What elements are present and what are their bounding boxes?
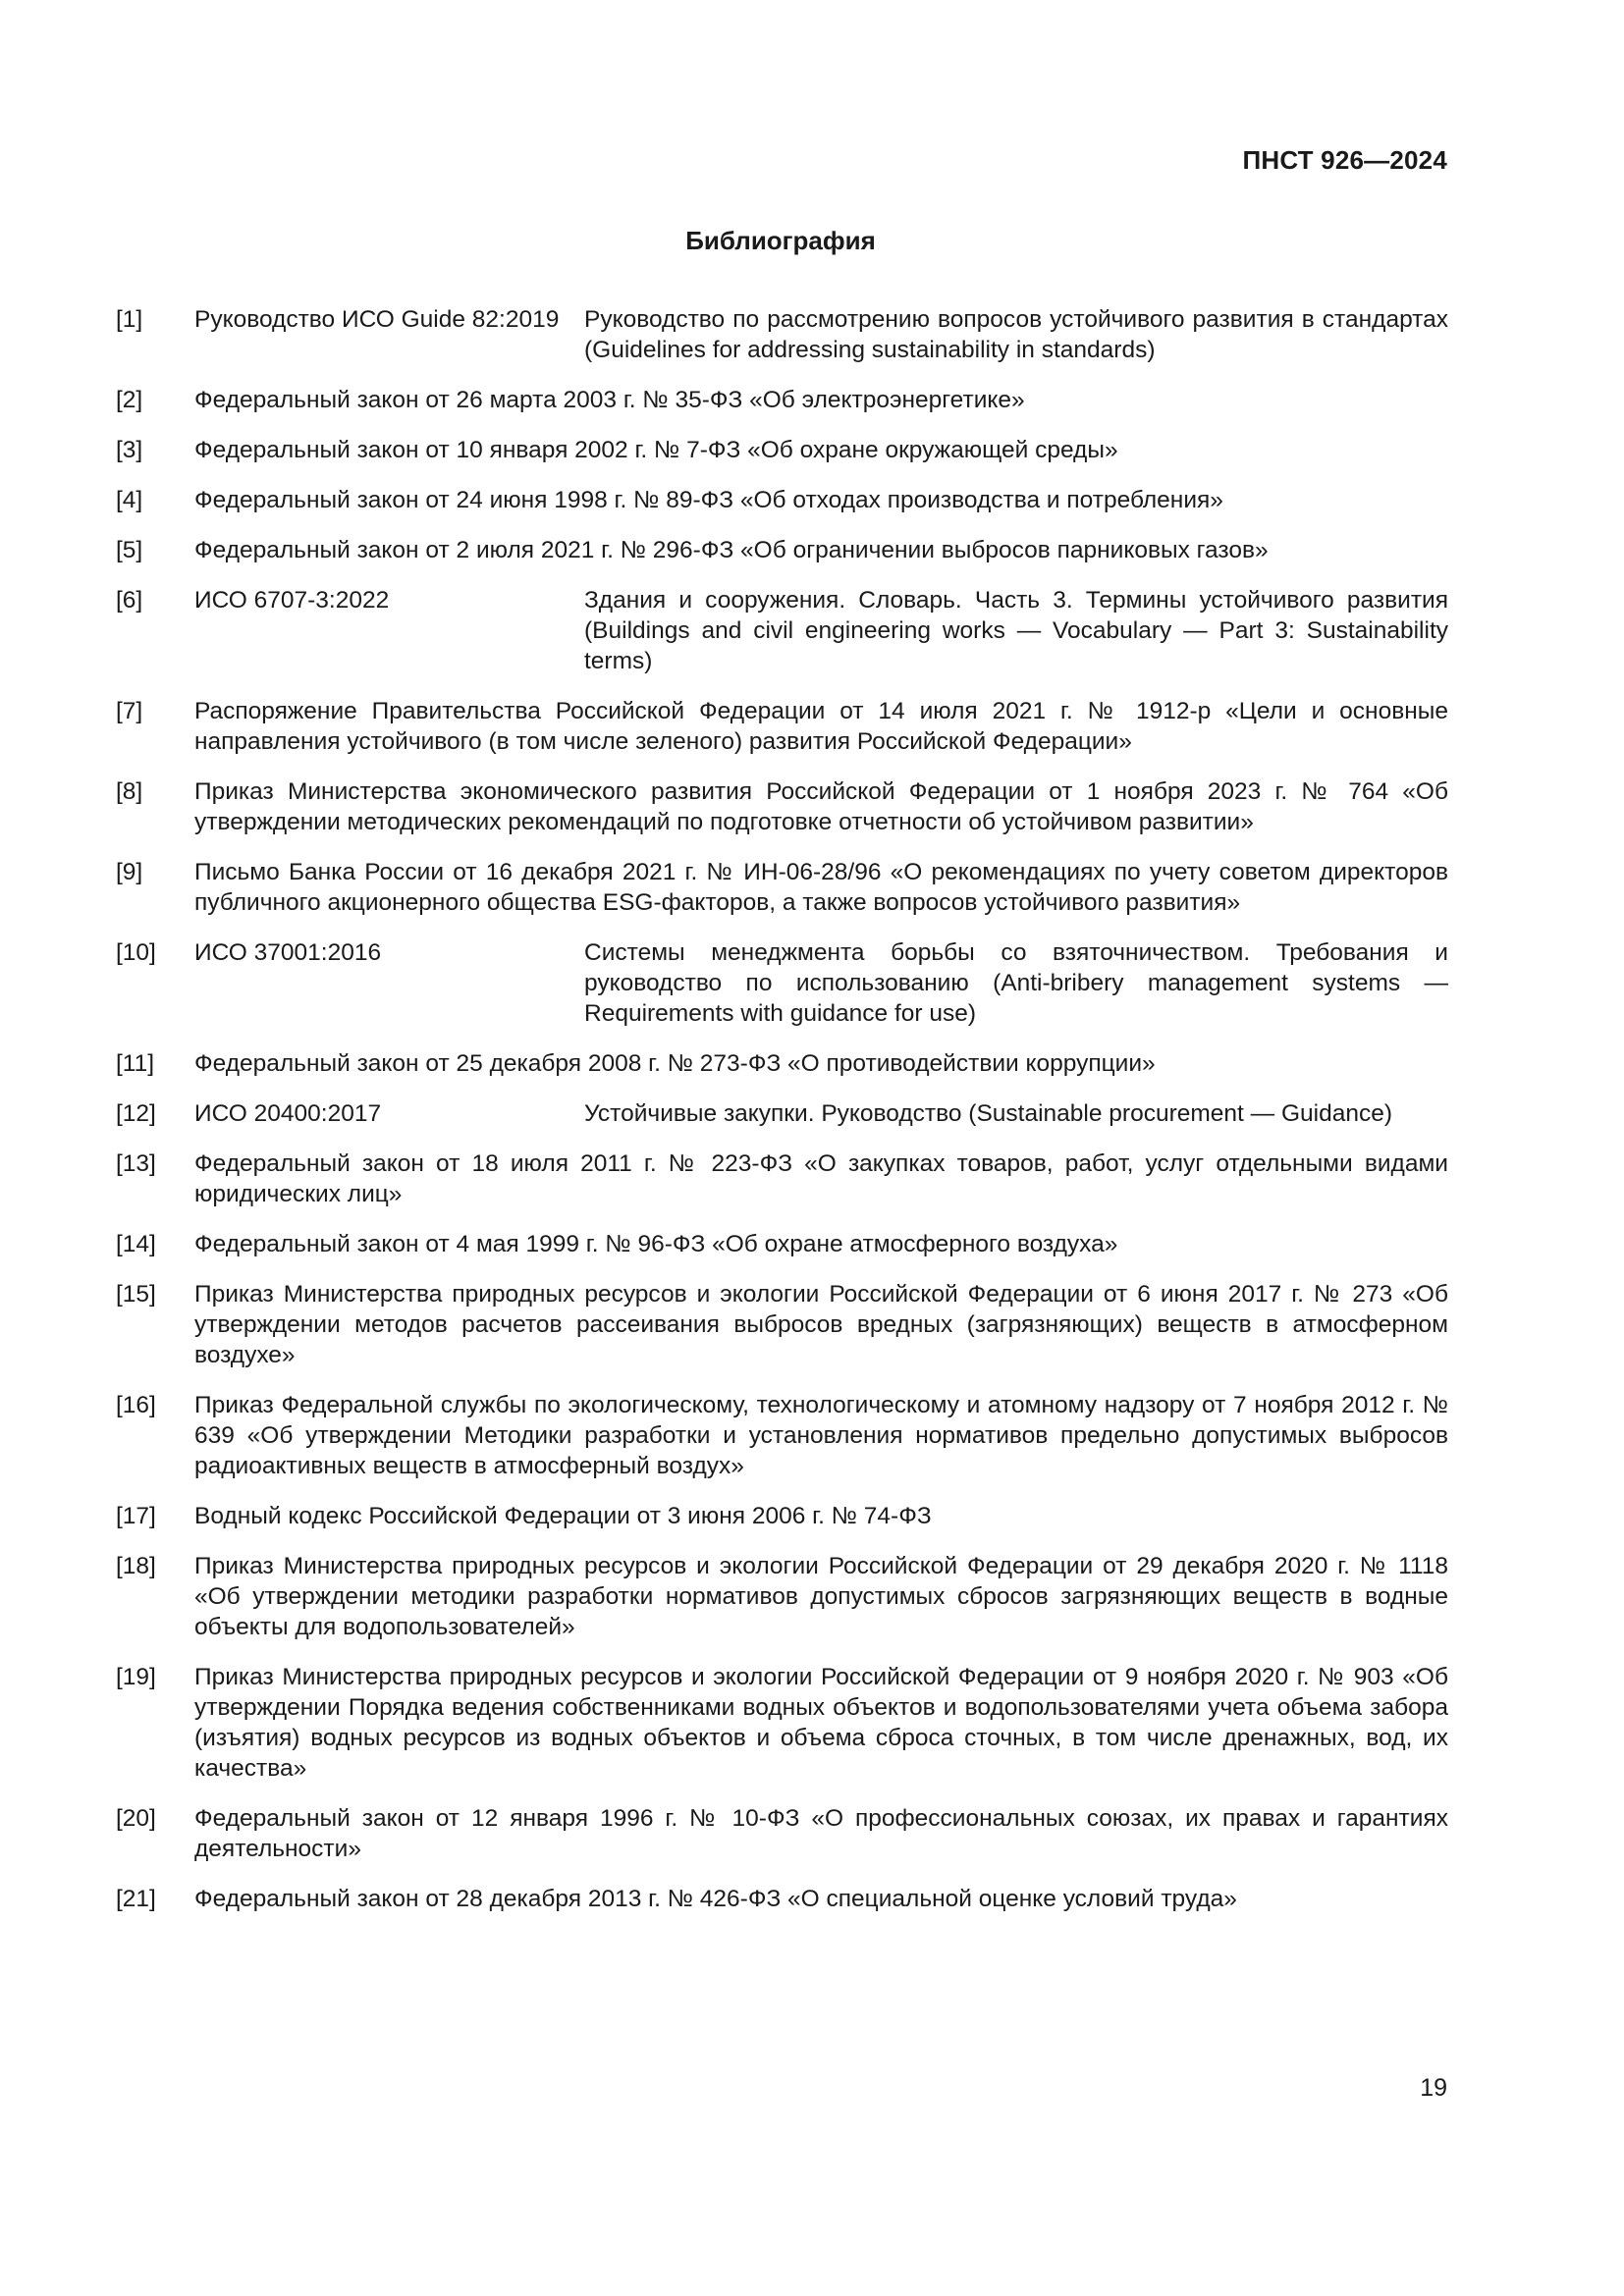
document-code: ПНСТ 926—2024 (1242, 145, 1447, 175)
entry-number: [3] (116, 437, 143, 463)
bibliography-entry (116, 585, 1448, 676)
entry-number: [17] (116, 1503, 156, 1529)
entry-number: [4] (116, 487, 143, 513)
bibliography-entry (116, 1884, 1448, 1914)
entry-number: [1] (116, 306, 143, 333)
entry-text: Федеральный закон от 2 июля 2021 г. № 296-ФЗ «Об ограничении выбросов парниковых газов» (194, 537, 1269, 563)
bibliography-entry (116, 1048, 1448, 1079)
entry-number: [15] (116, 1281, 156, 1308)
bibliography-entry (116, 1098, 1448, 1129)
bibliography-entry (116, 1229, 1448, 1259)
entry-text: Федеральный закон от 28 декабря 2013 г. № 426-ФЗ «О специальной оценке условий труда» (194, 1886, 1237, 1912)
bibliography-entry (116, 696, 1448, 757)
entry-text: Водный кодекс Российской Федерации от 3 июня 2006 г. № 74-ФЗ (194, 1503, 932, 1529)
entry-number: [19] (116, 1664, 156, 1690)
bibliography-entry (116, 435, 1448, 465)
entry-number: [10] (116, 939, 156, 966)
entry-number: [9] (116, 859, 143, 885)
bibliography-entry (116, 485, 1448, 515)
bibliography-entry (116, 304, 1448, 365)
entry-number: [5] (116, 537, 143, 563)
page-title: Библиография (685, 226, 876, 255)
entry-text: Письмо Банка России от 16 декабря 2021 г. № ИН-06-28/96 «О рекомендациях по учету советом директоров публичного акционерного общества ESG-факторов, а также вопросов устойчивого развития» (194, 859, 1448, 916)
bibliography-entry (116, 1148, 1448, 1209)
entry-number: [11] (116, 1050, 155, 1077)
entry-code: ИСО 37001:2016 (194, 939, 382, 966)
entry-text: Федеральный закон от 26 марта 2003 г. № 35-ФЗ «Об электроэнергетике» (194, 387, 1025, 413)
entry-number: [2] (116, 387, 143, 413)
entry-text: Приказ Министерства экономического развития Российской Федерации от 1 ноября 2023 г. № 764 «Об утверждении методических рекомендаций по подготовке отчетности об устойчивом развитии» (194, 778, 1448, 835)
bibliography-entry (116, 1501, 1448, 1531)
entry-number: [12] (116, 1100, 156, 1127)
entry-text: Федеральный закон от 4 мая 1999 г. № 96-ФЗ «Об охране атмосферного воздуха» (194, 1231, 1118, 1257)
entry-text: Федеральный закон от 24 июня 1998 г. № 89-ФЗ «Об отходах производства и потребления» (194, 487, 1223, 513)
bibliography-entry (116, 1390, 1448, 1481)
bibliography-entry (116, 1551, 1448, 1642)
entry-text: Федеральный закон от 18 июля 2011 г. № 223-ФЗ «О закупках товаров, работ, услуг отдельными видами юридических лиц» (194, 1150, 1448, 1207)
entry-text: Распоряжение Правительства Российской Федерации от 14 июля 2021 г. № 1912-р «Цели и основные направления устойчивого (в том числе зеленого) развития Российской Федерации» (194, 698, 1448, 755)
bibliography-list (116, 304, 1448, 1934)
entry-number: [8] (116, 778, 143, 805)
bibliography-entry (116, 776, 1448, 837)
bibliography-entry (116, 1803, 1448, 1864)
entry-text: Федеральный закон от 10 января 2002 г. № 7-ФЗ «Об охране окружающей среды» (194, 437, 1118, 463)
bibliography-entry (116, 857, 1448, 918)
entry-number: [13] (116, 1150, 156, 1177)
entry-number: [14] (116, 1231, 156, 1257)
entry-code: Руководство ИСО Guide 82:2019 (194, 306, 560, 333)
entry-text: Здания и сооружения. Словарь. Часть 3. Термины устойчивого развития (Buildings and civil engineering works — Vocabulary — Part 3: Sustainability terms) (584, 587, 1448, 674)
entry-number: [7] (116, 698, 143, 724)
bibliography-entry (116, 937, 1448, 1029)
entry-text: Приказ Министерства природных ресурсов и экологии Российской Федерации от 6 июня 2017 г. № 273 «Об утверждении методов расчетов рассеивания выбросов вредных (загрязняющих) веществ в атмосферном воздухе» (194, 1281, 1448, 1368)
entry-text: Системы менеджмента борьбы со взяточничеством. Требования и руководство по использованию (Anti-bribery management systems — Requirements with guidance for use) (584, 939, 1448, 1027)
page-number: 19 (1420, 2074, 1447, 2102)
entry-text: Руководство по рассмотрению вопросов устойчивого развития в стандартах (Guidelines for addressing sustainability in standards) (584, 306, 1448, 363)
entry-number: [20] (116, 1805, 156, 1832)
entry-text: Приказ Федеральной службы по экологическому, технологическому и атомному надзору от 7 ноября 2012 г. № 639 «Об утверждении Методики разработки и установления нормативов предельно допустимых выбросов радиоактивных веществ в атмосферный воздух» (194, 1392, 1448, 1479)
entry-code: ИСО 6707-3:2022 (194, 587, 390, 614)
entry-number: [16] (116, 1392, 156, 1418)
entry-text: Федеральный закон от 25 декабря 2008 г. № 273-ФЗ «О противодействии коррупции» (194, 1050, 1156, 1077)
entry-code: ИСО 20400:2017 (194, 1100, 382, 1127)
entry-text: Федеральный закон от 12 января 1996 г. № 10-ФЗ «О профессиональных союзах, их правах и гарантиях деятельности» (194, 1805, 1448, 1862)
bibliography-entry (116, 535, 1448, 565)
entry-text: Приказ Министерства природных ресурсов и экологии Российской Федерации от 9 ноября 2020 г. № 903 «Об утверждении Порядка ведения собственниками водных объектов и водопользователями учета объема забора (изъятия) водных ресурсов из водных объектов и объема сброса сточных, в том числе дренажных, вод, их качества» (194, 1664, 1448, 1782)
bibliography-entry (116, 385, 1448, 415)
entry-number: [18] (116, 1553, 156, 1579)
bibliography-entry (116, 1279, 1448, 1370)
entry-text: Приказ Министерства природных ресурсов и экологии Российской Федерации от 29 декабря 2020 г. № 1118 «Об утверждении методики разработки нормативов допустимых сбросов загрязняющих веществ в водные объекты для водопользователей» (194, 1553, 1448, 1640)
bibliography-entry (116, 1662, 1448, 1784)
entry-number: [21] (116, 1886, 156, 1912)
entry-number: [6] (116, 587, 143, 614)
entry-text: Устойчивые закупки. Руководство (Sustainable procurement — Guidance) (584, 1100, 1392, 1127)
